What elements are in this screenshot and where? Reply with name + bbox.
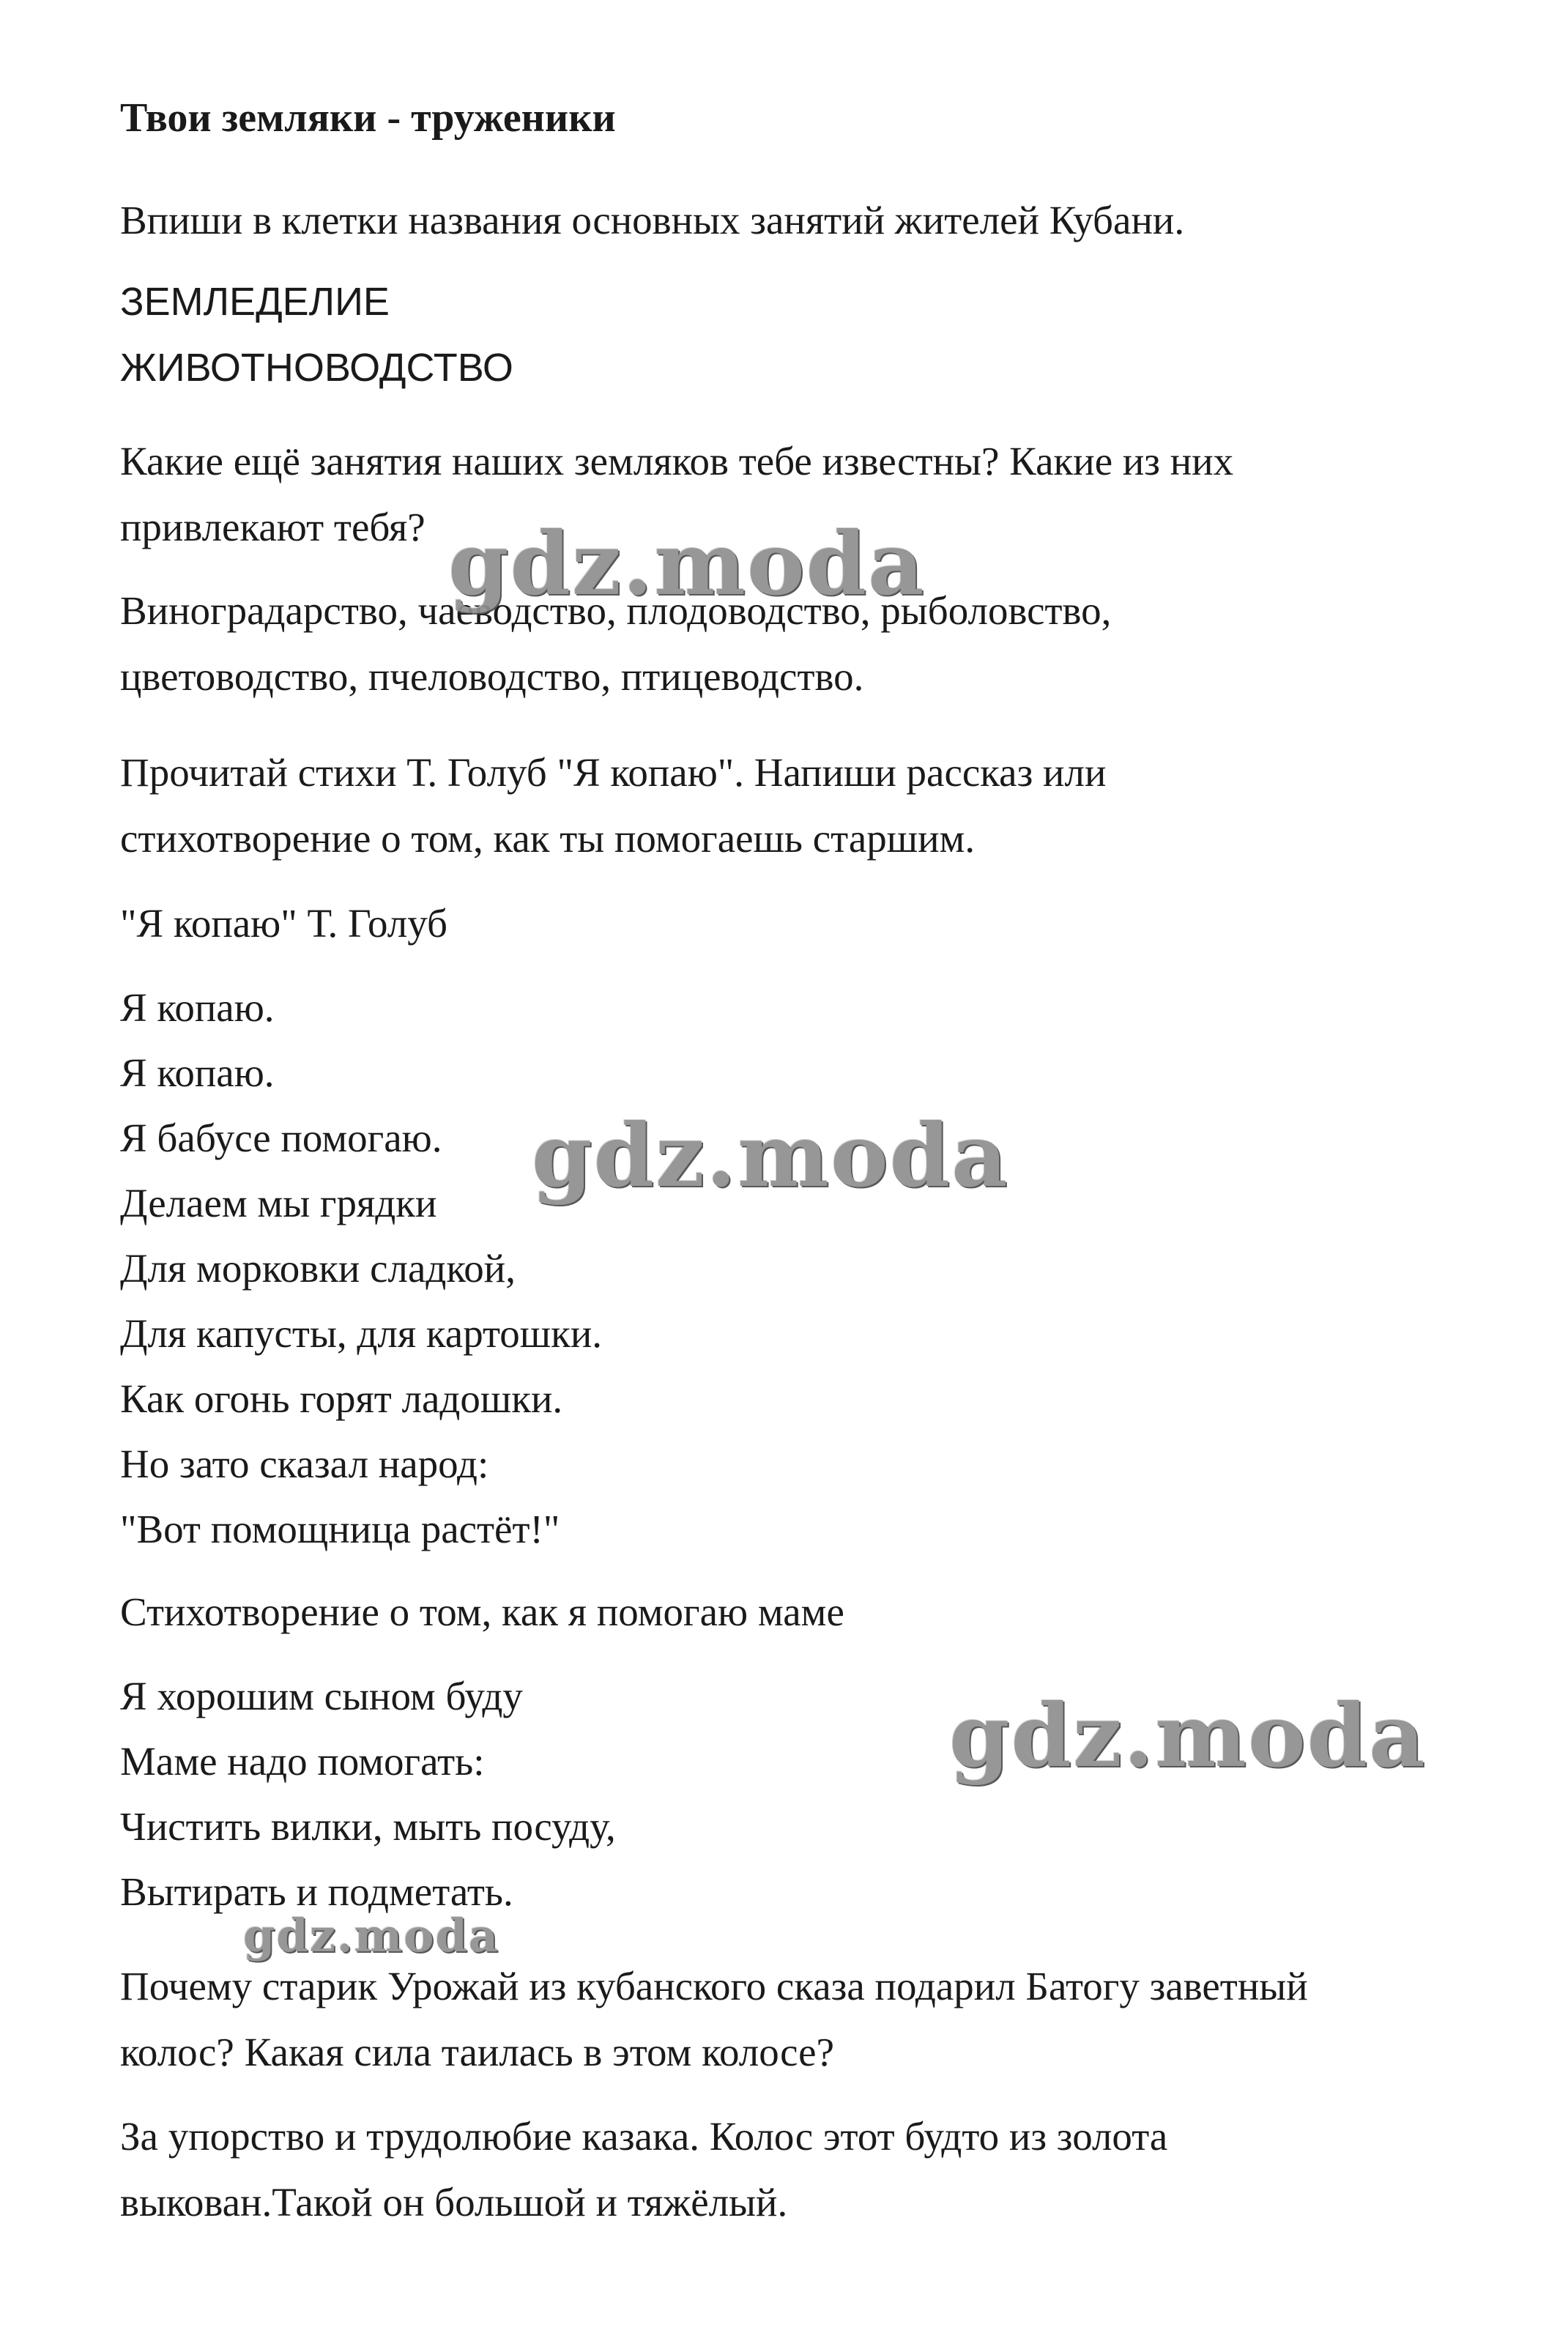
task-3-line-1: Прочитай стихи Т. Голуб "Я копаю". Напиши рассказ или [120, 750, 1107, 795]
poem-2-line: Маме надо помогать: [120, 1739, 485, 1784]
poem-2-heading: Стихотворение о том, как я помогаю маме [120, 1589, 844, 1634]
answer-4-line-1: За упорство и трудолюбие казака. Колос этот будто из золота [120, 2114, 1168, 2159]
watermark-logo: gdz.moda [532, 1105, 1009, 1206]
poem-1-line: Делаем мы грядки [120, 1181, 437, 1225]
task-4-line-2: колос? Какая сила таилась в этом колосе? [120, 2030, 834, 2074]
answer-2-line-1: Виноградарство, чаеводство, плодоводство, рыболовство, [120, 588, 1112, 633]
poem-2-line: Вытирать и подметать. [120, 1869, 513, 1914]
poem-1-line: Для капусты, для картошки. [120, 1311, 603, 1356]
answer-4-line-2: выкован.Такой он большой и тяжёлый. [120, 2180, 788, 2225]
answer-1-line-2: ЖИВОТНОВОДСТВО [120, 346, 513, 390]
answer-1-line-1: ЗЕМЛЕДЕЛИЕ [120, 280, 390, 324]
poem-1-heading: "Я копаю" Т. Голуб [120, 901, 447, 946]
document-title: Твои земляки - труженики [120, 95, 616, 141]
poem-1-line: Но зато сказал народ: [120, 1442, 489, 1486]
task-3-line-2: стихотворение о том, как ты помогаешь старшим. [120, 816, 976, 861]
watermark-logo: gdz.moda [243, 1909, 499, 1962]
poem-1-line: Я бабусе помогаю. [120, 1116, 442, 1160]
poem-1-line: Я копаю. [120, 1050, 275, 1095]
task-2-line-1: Какие ещё занятия наших земляков тебе известны? Какие из них [120, 439, 1234, 483]
poem-1-line: Как огонь горят ладошки. [120, 1376, 563, 1421]
poem-1-line: "Вот помощница растёт!" [120, 1507, 560, 1551]
task-2-line-2: привлекают тебя? [120, 505, 426, 549]
task-1-text: Впиши в клетки названия основных занятий жителей Кубани. [120, 198, 1185, 242]
task-4-line-1: Почему старик Урожай из кубанского сказа подарил Батогу заветный [120, 1964, 1308, 2008]
answer-2-line-2: цветоводство, пчеловодство, птицеводство. [120, 654, 864, 699]
poem-1-line: Для морковки сладкой, [120, 1246, 516, 1291]
poem-2-line: Я хорошим сыном буду [120, 1674, 523, 1718]
watermark-logo: gdz.moda [448, 513, 926, 615]
poem-1-line: Я копаю. [120, 985, 275, 1030]
watermark-logo: gdz.moda [949, 1685, 1427, 1787]
poem-2-line: Чистить вилки, мыть посуду, [120, 1804, 616, 1849]
